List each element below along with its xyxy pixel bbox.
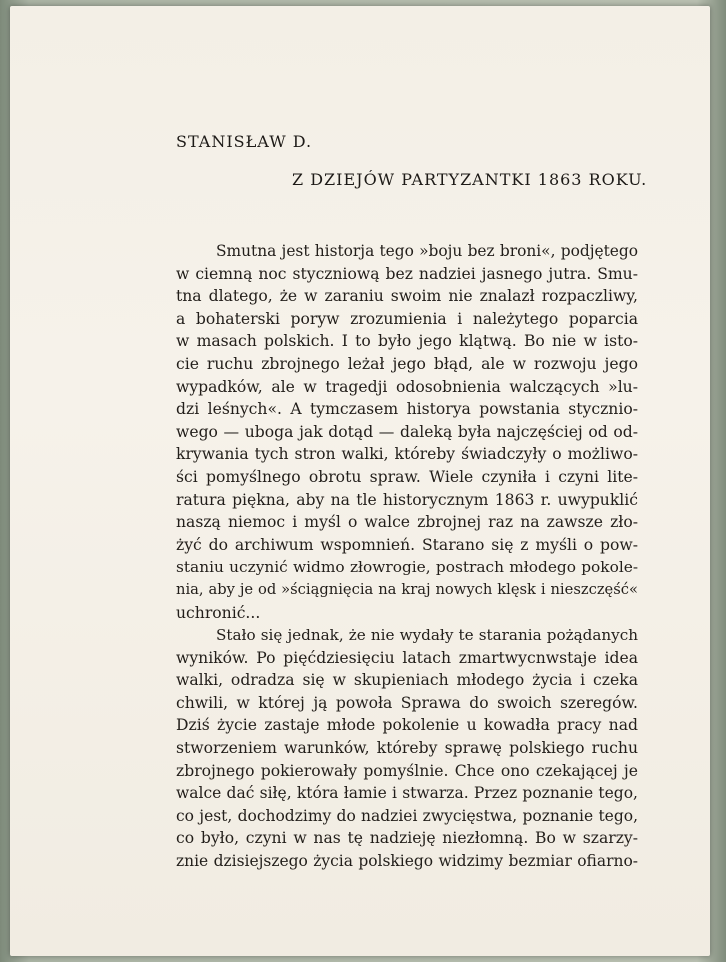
text-line: walce dać siłę, która łamie i stwarza. Przez poznanie tego, bbox=[176, 784, 638, 803]
text-line: staniu uczynić widmo złowrogie, postrach młodego pokole- bbox=[176, 558, 638, 577]
text-line: co było, czyni w nas tę nadzieję niezłomną. Bo w szarzy- bbox=[176, 829, 638, 848]
text-line: a bohaterski poryw zrozumienia i należytego poparcia bbox=[176, 309, 638, 328]
text-line: zbrojnego pokierowały pomyślnie. Chce ono czekającej je bbox=[176, 761, 638, 780]
text-line: znie dzisiejszego życia polskiego widzimy bezmiar ofiarno- bbox=[176, 852, 638, 871]
text-line: ści pomyślnego obrotu spraw. Wiele czyniła i czyni lite- bbox=[176, 467, 638, 486]
text-line: naszą niemoc i myśl o walce zbrojnej raz na zawsze zło- bbox=[176, 513, 638, 532]
paragraph-1 bbox=[176, 240, 638, 624]
text-line: nia, aby je od »ściągnięcia na kraj nowych klęsk i nieszczęść« bbox=[176, 580, 638, 598]
text-line: Dziś życie zastaje młode pokolenie u kowadła pracy nad bbox=[176, 716, 638, 735]
text-line: Smutna jest historja tego »boju bez broni«, podjętego bbox=[216, 242, 638, 260]
chapter-title: Z DZIEJÓW PARTYZANTKI 1863 ROKU. bbox=[292, 170, 648, 189]
text-line: walki, odradza się w skupieniach młodego życia i czeka bbox=[176, 671, 638, 690]
text-line: Stało się jednak, że nie wydały te starania pożądanych bbox=[216, 626, 638, 645]
text-line: stworzeniem warunków, któreby sprawę polskiego ruchu bbox=[176, 739, 638, 758]
text-line: chwili, w której ją powoła Sprawa do swoich szeregów. bbox=[176, 693, 638, 712]
paragraph-2 bbox=[176, 624, 638, 873]
text-line: tna dlatego, że w zaraniu swoim nie znalazł rozpaczliwy, bbox=[176, 287, 638, 306]
body-text bbox=[176, 240, 638, 873]
text-line: dzi leśnych«. A tymczasem historya powstania stycznio- bbox=[176, 400, 638, 419]
text-line: w ciemną noc styczniową bez nadziei jasnego jutra. Smu- bbox=[176, 264, 638, 283]
text-line: żyć do archiwum wspomnień. Starano się z myśli o pow- bbox=[176, 535, 638, 554]
author-name: STANISŁAW D. bbox=[176, 132, 313, 151]
text-line: w masach polskich. I to było jego klątwą. Bo nie w isto- bbox=[176, 332, 638, 351]
text-line: ratura piękna, aby na tle historycznym 1863 r. uwypuklić bbox=[176, 490, 638, 509]
text-line: uchronić... bbox=[176, 603, 261, 622]
text-line: wego — uboga jak dotąd — daleką była najczęściej od od- bbox=[176, 422, 638, 441]
text-line: wypadków, ale w tragedji odosobnienia walczących »lu- bbox=[176, 377, 638, 396]
text-line: krywania tych stron walki, któreby świadczyły o możliwo- bbox=[176, 445, 638, 464]
text-line: co jest, dochodzimy do nadziei zwycięstwa, poznanie tego, bbox=[176, 806, 638, 825]
text-line: cie ruchu zbrojnego leżał jego błąd, ale w rozwoju jego bbox=[176, 354, 638, 373]
text-line: wyników. Po pięćdziesięciu latach zmartwycnwstaje idea bbox=[176, 648, 638, 667]
